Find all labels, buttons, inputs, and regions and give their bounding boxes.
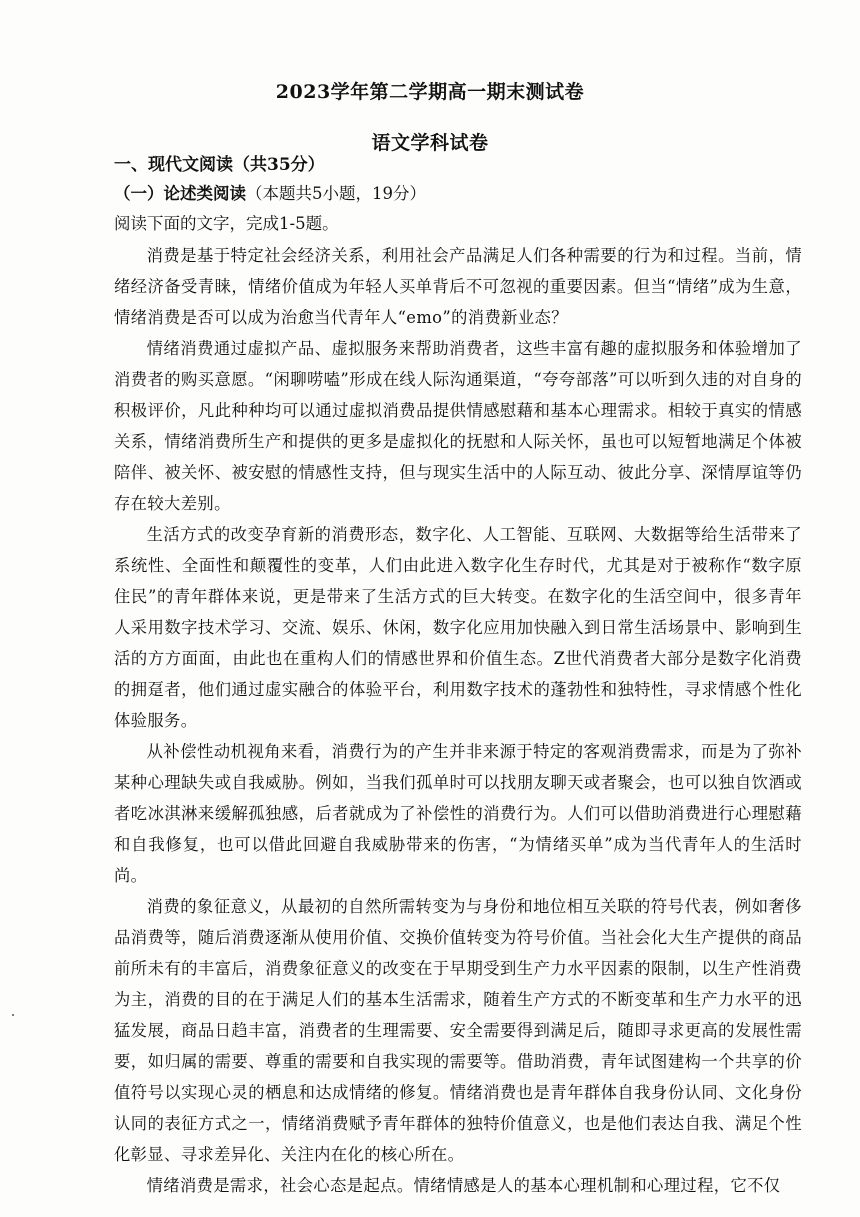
article-paragraph: 从补偿性动机视角来看，消费行为的产生并非来源于特定的客观消费需求，而是为了弥补某种心理缺失或自我威胁。例如，当我们孤单时可以找朋友聊天或者聚会，也可以独自饮酒或者吃冰淇淋来缓解孤独感，后者就成为了补偿性的消费行为。人们可以借助消费进行心理慰藉和自我修复，也可以借此回避自我威胁带来的伤害，“为情绪买单”成为当代青年人的生活时尚。 (114, 742, 802, 885)
section-heading: 一、现代文阅读（共35分） (114, 155, 325, 175)
article-paragraph: 消费的象征意义，从最初的自然所需转变为与身份和地位相互关联的符号代表，例如奢侈品消费等，随后消费逐渐从使用价值、交换价值转变为符号价值。当社会化大生产提供的商品前所未有的丰富后，消费象征意义的改变在于早期受到生产力水平因素的限制，以生产性消费为主，消费的目的在于满足人们的基本生活需求，随着生产方式的不断变革和生产力水平的迅猛发展，商品日趋丰富，消费者的生理需要、安全需要得到满足后，随即寻求更高的发展性需要，如归属的需要、尊重的需要和自我实现的需要等。借助消费，青年试图建构一个共享的价值符号以实现心灵的栖息和达成情绪的修复。情绪消费也是青年群体自我身份认同、文化身份认同的表征方式之一，情绪消费赋予青年群体的独特价值意义，也是他们表达自我、满足个性化彰显、寻求差异化、关注内在化的核心所在。 (114, 897, 802, 1164)
subsection-note: （本题共5小题，19分） (246, 184, 426, 203)
reading-instruction: 阅读下面的文字，完成1-5题。 (114, 214, 339, 233)
subsection-heading (114, 180, 426, 204)
article-paragraph: 消费是基于特定社会经济关系，利用社会产品满足人们各种需要的行为和过程。当前，情绪经济备受青睐，情绪价值成为年轻人买单背后不可忽视的重要因素。但当“情绪”成为生意，情绪消费是否可以成为治愈当代青年人“emo”的消费新业态？ (114, 246, 802, 327)
subsection-label: （一）论述类阅读 (114, 184, 246, 203)
article-paragraph: 情绪消费是需求，社会心态是起点。情绪情感是人的基本心理机制和心理过程，它不仅 (146, 1176, 781, 1195)
exam-subtitle: 语文学科试卷 (371, 132, 489, 154)
scan-speck (12, 1014, 14, 1016)
article-paragraph: 情绪消费通过虚拟产品、虚拟服务来帮助消费者，这些丰富有趣的虚拟服务和体验增加了消费者的购买意愿。“闲聊唠嗑”形成在线人际沟通渠道，“夸夸部落”可以听到久违的对自身的积极评价，凡此种种均可以通过虚拟消费品提供情感慰藉和基本心理需求。相较于真实的情感关系，情绪消费所生产和提供的更多是虚拟化的抚慰和人际关怀，虽也可以短暂地满足个体被陪伴、被关怀、被安慰的情感性支持，但与现实生活中的人际互动、彼此分享、深情厚谊等仍存在较大差别。 (114, 339, 802, 513)
article-paragraph: 生活方式的改变孕育新的消费形态，数字化、人工智能、互联网、大数据等给生活带来了系统性、全面性和颠覆性的变革，人们由此进入数字化生存时代，尤其是对于被称作“数字原住民”的青年群体来说，更是带来了生活方式的巨大转变。在数字化的生活空间中，很多青年人采用数字技术学习、交流、娱乐、休闲，数字化应用加快融入到日常生活场景中、影响到生活的方方面面，由此也在重构人们的情感世界和价值生态。Z世代消费者大部分是数字化消费的拥趸者，他们通过虚实融合的体验平台，利用数字技术的蓬勃性和独特性，寻求情感个性化体验服务。 (114, 525, 802, 730)
exam-title: 2023学年第二学期高一期末测试卷 (275, 81, 585, 103)
article-body (114, 240, 802, 1201)
